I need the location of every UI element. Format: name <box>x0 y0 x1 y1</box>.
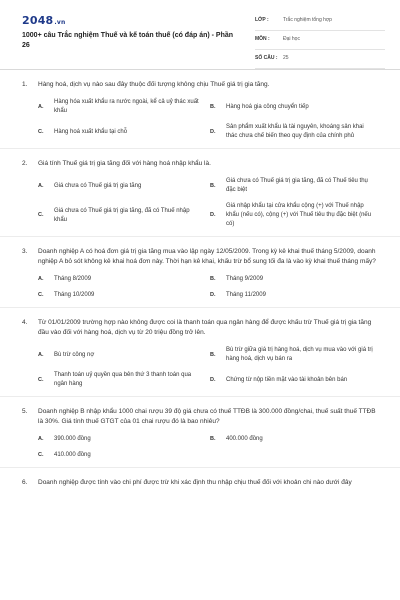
meta-label: SỐ CÂU : <box>255 55 278 61</box>
question-3 <box>0 247 400 308</box>
option-letter: D. <box>210 292 216 298</box>
option-c[interactable] <box>38 128 210 137</box>
question-divider <box>0 148 400 149</box>
option-letter: C. <box>38 376 44 383</box>
meta-value: 25 <box>283 55 289 61</box>
option-a[interactable] <box>38 98 210 116</box>
question-4 <box>0 318 400 397</box>
page-header <box>0 0 400 68</box>
option-d[interactable] <box>210 291 382 300</box>
question-number: 4. <box>22 319 28 326</box>
option-letter: A. <box>38 436 44 442</box>
option-list <box>0 435 400 460</box>
option-text: 410.000 đồng <box>54 452 91 458</box>
option-a[interactable] <box>38 275 210 284</box>
option-letter: A. <box>38 276 44 282</box>
option-text: Tháng 8/2009 <box>54 276 92 282</box>
question-text: Doanh nghiệp B nhập khẩu 1000 chai rượu 39 độ giá chưa có thuế TTĐB là 300.000 đồng/chai, thuế suất thuế TTĐB là 30%. Giá tính thuế GTGT của 01 chai rượu đó là bao nhiêu? <box>38 408 376 425</box>
option-letter: D. <box>210 128 216 135</box>
document-meta <box>255 14 385 71</box>
meta-row-class <box>255 14 385 31</box>
option-c[interactable] <box>38 291 210 300</box>
question-number: 5. <box>22 408 28 415</box>
option-list <box>0 275 400 300</box>
option-text: Tháng 10/2009 <box>54 292 95 298</box>
question-number: 2. <box>22 160 28 167</box>
option-text: Giá chưa có Thuế giá trị gia tăng <box>54 182 142 189</box>
option-letter: D. <box>210 376 216 383</box>
option-b[interactable] <box>210 177 382 195</box>
question-1 <box>0 80 400 149</box>
option-list <box>0 98 400 141</box>
question-list <box>0 80 400 488</box>
question-text: Từ 01/01/2009 trường hợp nào không được coi là thanh toán qua ngân hàng để được khấu trừ Thuế giá trị gia tăng đầu vào đối với hàng hoá, dịch vụ từ 20 triệu đồng trở lên. <box>38 319 372 336</box>
document-title: 1000+ câu Trắc nghiệm Thuế và kế toán thuế (có đáp án) - Phần 26 <box>22 32 234 49</box>
option-a[interactable] <box>38 351 210 360</box>
header-divider <box>0 69 400 70</box>
meta-label: LỚP : <box>255 17 269 23</box>
question-number: 6. <box>22 479 28 486</box>
option-letter: A. <box>38 182 44 189</box>
option-text: Thanh toán uỷ quyền qua bên thứ 3 thanh toán qua ngân hàng <box>54 372 192 387</box>
option-b[interactable] <box>210 346 382 364</box>
meta-row-count <box>255 52 385 69</box>
question-6 <box>0 478 400 488</box>
site-logo[interactable] <box>22 14 65 27</box>
option-c[interactable] <box>38 451 210 460</box>
option-text: Bù trừ giữa giá trị hàng hoá, dịch vụ mua vào với giá trị hàng hoá, dịch vụ bán ra <box>226 347 373 362</box>
option-text: Tháng 11/2009 <box>226 292 266 298</box>
option-letter: A. <box>38 351 44 358</box>
question-number: 3. <box>22 248 28 255</box>
meta-value: Đại học <box>283 36 300 42</box>
question-text: Hàng hoá, dịch vụ nào sau đây thuộc đối tượng không chịu Thuế giá trị gia tăng. <box>38 81 270 88</box>
question-text: Doanh nghiệp A có hoá đơn giá trị gia tăng mua vào lập ngày 12/05/2009. Trong kỳ kê khai thuế tháng 5/2009, doanh nghiệp A bỏ sót không kê khai hoá đơn này. Thời hạn kê khai, khấu trừ bổ sung tối đa là vào kỳ khai thuế tháng mấy? <box>38 248 376 265</box>
option-list <box>0 177 400 229</box>
option-letter: B. <box>210 351 216 358</box>
meta-value: Trắc nghiệm tổng hợp <box>283 17 332 23</box>
question-divider <box>0 236 400 237</box>
option-b[interactable] <box>210 435 382 444</box>
question-2 <box>0 159 400 237</box>
logo-main: 2048 <box>22 14 54 27</box>
option-list <box>0 346 400 389</box>
option-text: Giá chưa có Thuế giá trị gia tăng, đã có Thuế nhập khẩu <box>54 207 190 223</box>
question-text: Doanh nghiệp được tính vào chi phí được trừ khi xác định thu nhập chịu thuế đối với khoản chi nào dưới đây <box>38 479 352 486</box>
option-text: 390.000 đồng <box>54 436 91 442</box>
option-d[interactable] <box>210 376 382 385</box>
option-text: Hàng hoá xuất khẩu tại chỗ <box>54 128 128 135</box>
option-text: 400.000 đồng <box>226 436 263 442</box>
option-text: Bù trừ công nợ <box>54 351 95 358</box>
meta-row-subject <box>255 33 385 50</box>
question-number: 1. <box>22 81 28 88</box>
option-letter: C. <box>38 128 44 135</box>
option-c[interactable] <box>38 207 210 225</box>
option-b[interactable] <box>210 103 382 112</box>
logo-tld: .vn <box>54 19 66 26</box>
option-text: Chứng từ nộp tiền mặt vào tài khoản bên bán <box>226 376 348 383</box>
option-c[interactable] <box>38 371 210 389</box>
meta-label: MÔN : <box>255 36 270 42</box>
option-letter: C. <box>38 212 44 218</box>
option-text: Giá chưa có Thuế giá trị gia tăng, đã có Thuế tiêu thụ đặc biệt <box>226 178 368 193</box>
question-divider <box>0 467 400 468</box>
option-letter: C. <box>38 292 44 298</box>
option-a[interactable] <box>38 182 210 191</box>
option-text: Tháng 9/2009 <box>226 276 264 282</box>
question-text: Giá tính Thuế giá trị gia tăng đối với hàng hoá nhập khẩu là. <box>38 160 211 167</box>
option-letter: B. <box>210 276 216 282</box>
option-d[interactable] <box>210 202 382 229</box>
option-letter: B. <box>210 436 216 442</box>
question-divider <box>0 307 400 308</box>
option-text: Hàng hoá gia công chuyển tiếp <box>226 103 309 110</box>
question-5 <box>0 407 400 468</box>
option-letter: A. <box>38 103 44 110</box>
option-letter: B. <box>210 103 216 110</box>
option-b[interactable] <box>210 275 382 284</box>
option-letter: B. <box>210 182 216 189</box>
option-a[interactable] <box>38 435 210 444</box>
option-text: Hàng hóa xuất khẩu ra nước ngoài, kể cả uỷ thác xuất khẩu <box>54 99 199 114</box>
question-divider <box>0 396 400 397</box>
option-text: Sản phẩm xuất khẩu là tài nguyên, khoáng sản khai thác chưa chế biến theo quy định của chính phủ <box>226 124 364 139</box>
option-letter: C. <box>38 452 44 458</box>
option-d[interactable] <box>210 123 382 141</box>
option-text: Giá nhập khẩu tại cửa khẩu cộng (+) với Thuế nhập khẩu (nếu có), cộng (+) với Thuế tiêu thụ đặc biệt (nếu có) <box>226 203 372 227</box>
option-letter: D. <box>210 212 216 218</box>
